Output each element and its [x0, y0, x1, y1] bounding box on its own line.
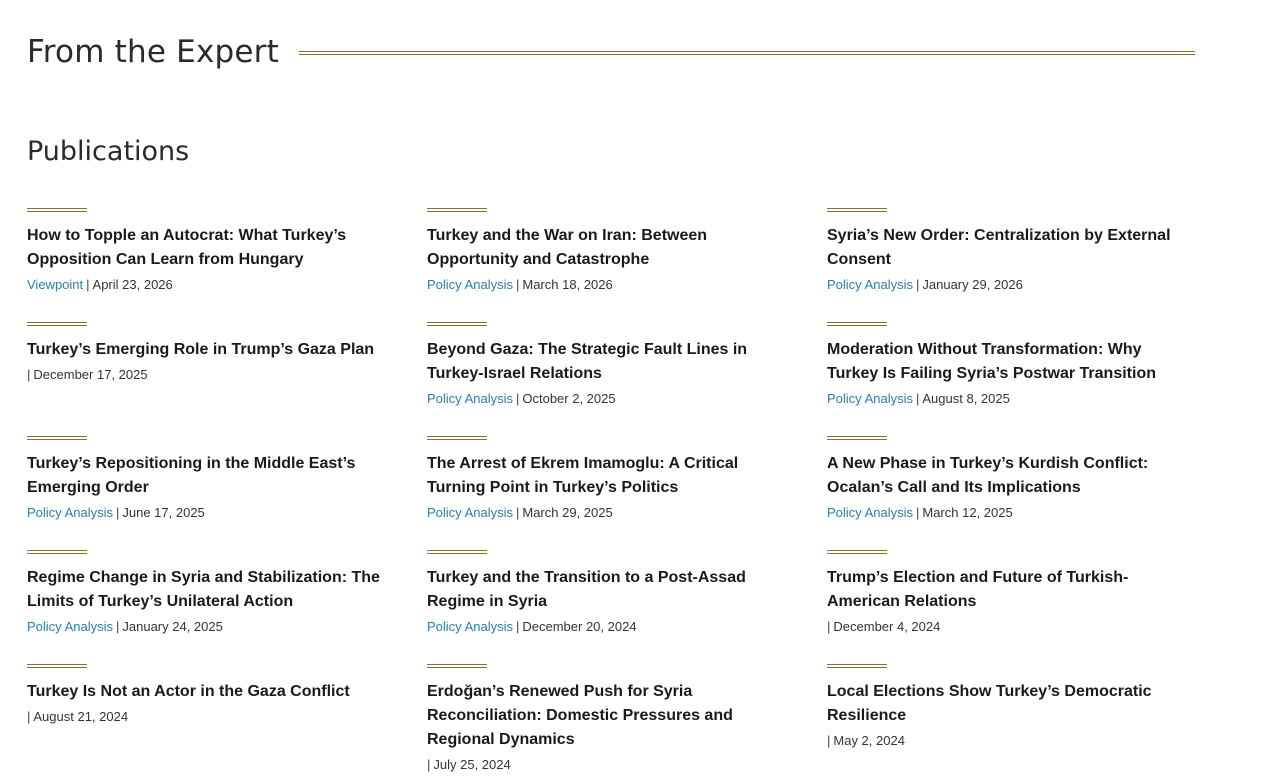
header-divider	[299, 51, 1195, 55]
publication-date: July 25, 2024	[433, 757, 511, 772]
publication-date: January 29, 2026	[922, 277, 1023, 292]
card-divider	[427, 436, 487, 440]
publication-date: May 2, 2024	[833, 733, 905, 748]
meta-separator: |	[915, 391, 920, 406]
meta-separator: |	[515, 505, 520, 520]
publication-title-link[interactable]: Beyond Gaza: The Strategic Fault Lines in Turkey-Israel Relations	[427, 341, 748, 382]
publication-meta	[427, 756, 827, 774]
publication-card	[427, 550, 827, 664]
publication-meta	[827, 618, 1207, 636]
card-divider	[27, 436, 87, 440]
publication-meta	[27, 504, 427, 522]
meta-separator: |	[515, 619, 520, 634]
card-divider	[827, 208, 887, 212]
publication-date: January 24, 2025	[122, 619, 223, 634]
publication-title-link[interactable]: Moderation Without Transformation: Why Turkey Is Failing Syria’s Postwar Transition	[827, 341, 1156, 382]
publication-type-link[interactable]: Policy Analysis	[827, 391, 913, 406]
publication-title-link[interactable]: Local Elections Show Turkey’s Democratic Resilience	[827, 683, 1152, 724]
card-divider	[27, 550, 87, 554]
meta-separator: |	[827, 619, 831, 634]
publication-date: August 21, 2024	[33, 709, 129, 724]
publication-date: March 29, 2025	[522, 505, 613, 520]
publication-type-link[interactable]: Policy Analysis	[827, 277, 913, 292]
meta-separator: |	[27, 709, 31, 724]
publication-type-link[interactable]: Policy Analysis	[27, 505, 113, 520]
publication-card	[27, 208, 427, 322]
publication-type-link[interactable]: Viewpoint	[27, 277, 84, 292]
publication-date: March 12, 2025	[922, 505, 1013, 520]
publication-meta	[427, 390, 827, 408]
card-divider	[827, 436, 887, 440]
card-divider	[427, 208, 487, 212]
publication-type-link[interactable]: Policy Analysis	[427, 619, 513, 634]
card-divider	[27, 322, 87, 326]
publication-meta	[27, 276, 427, 294]
publication-title-link[interactable]: Turkey and the War on Iran: Between Opportunity and Catastrophe	[427, 227, 708, 268]
publication-title-link[interactable]: Erdoğan’s Renewed Push for Syria Reconciliation: Domestic Pressures and Regional Dynamics	[427, 683, 733, 748]
card-divider	[27, 208, 87, 212]
publication-meta	[427, 504, 827, 522]
publication-meta	[27, 366, 427, 384]
publication-card	[27, 664, 427, 778]
publication-card	[827, 436, 1207, 550]
card-divider	[827, 664, 887, 668]
publication-title-link[interactable]: Turkey and the Transition to a Post-Assad Regime in Syria	[427, 569, 746, 610]
meta-separator: |	[515, 391, 520, 406]
publication-card	[827, 208, 1207, 322]
meta-separator: |	[427, 757, 431, 772]
publication-meta	[827, 504, 1207, 522]
publication-title-link[interactable]: Syria’s New Order: Centralization by External Consent	[827, 227, 1171, 268]
publication-date: April 23, 2026	[92, 277, 173, 292]
publication-date: June 17, 2025	[122, 505, 205, 520]
publication-card	[427, 436, 827, 550]
publication-date: October 2, 2025	[522, 391, 616, 406]
publication-meta	[27, 708, 427, 726]
publication-title-link[interactable]: Turkey’s Repositioning in the Middle East’s Emerging Order	[27, 455, 356, 496]
publication-title-link[interactable]: Turkey Is Not an Actor in the Gaza Conflict	[27, 683, 350, 700]
card-divider	[427, 550, 487, 554]
publication-title-link[interactable]: The Arrest of Ekrem Imamoglu: A Critical Turning Point in Turkey’s Politics	[427, 455, 739, 496]
publication-meta	[827, 390, 1207, 408]
publication-card	[427, 208, 827, 322]
meta-separator: |	[827, 733, 831, 748]
publications-grid	[27, 208, 1207, 778]
publication-card	[827, 550, 1207, 664]
publication-meta	[427, 618, 827, 636]
card-divider	[827, 322, 887, 326]
publication-type-link[interactable]: Policy Analysis	[27, 619, 113, 634]
publication-meta	[827, 732, 1207, 750]
publication-title-link[interactable]: A New Phase in Turkey’s Kurdish Conflict: Ocalan’s Call and Its Implications	[827, 455, 1149, 496]
card-divider	[27, 664, 87, 668]
publication-card	[427, 322, 827, 436]
publication-type-link[interactable]: Policy Analysis	[427, 505, 513, 520]
meta-separator: |	[115, 619, 120, 634]
meta-separator: |	[115, 505, 120, 520]
publication-date: December 4, 2024	[833, 619, 941, 634]
publication-type-link[interactable]: Policy Analysis	[427, 391, 513, 406]
meta-separator: |	[915, 277, 920, 292]
publication-meta	[27, 618, 427, 636]
publication-card	[827, 322, 1207, 436]
publication-date: August 8, 2025	[922, 391, 1010, 406]
publication-card	[27, 436, 427, 550]
publication-card	[427, 664, 827, 778]
card-divider	[427, 664, 487, 668]
publication-title-link[interactable]: Turkey’s Emerging Role in Trump’s Gaza Plan	[27, 341, 375, 358]
meta-separator: |	[27, 367, 31, 382]
publication-card	[827, 664, 1207, 778]
publication-type-link[interactable]: Policy Analysis	[827, 505, 913, 520]
publication-title-link[interactable]: Trump’s Election and Future of Turkish-American Relations	[827, 569, 1129, 610]
publication-date: March 18, 2026	[522, 277, 613, 292]
meta-separator: |	[86, 277, 90, 292]
publication-type-link[interactable]: Policy Analysis	[427, 277, 513, 292]
publication-date: December 20, 2024	[522, 619, 637, 634]
publication-card	[27, 550, 427, 664]
publication-meta	[427, 276, 827, 294]
card-divider	[827, 550, 887, 554]
section-title: From the Expert	[27, 34, 279, 70]
publications-heading: Publications	[27, 136, 190, 167]
publication-title-link[interactable]: Regime Change in Syria and Stabilization: The Limits of Turkey’s Unilateral Action	[27, 569, 380, 610]
meta-separator: |	[915, 505, 920, 520]
publication-card	[27, 322, 427, 436]
publication-date: December 17, 2025	[33, 367, 148, 382]
publication-meta	[827, 276, 1207, 294]
meta-separator: |	[515, 277, 520, 292]
section-header	[27, 28, 1195, 76]
publication-title-link[interactable]: How to Topple an Autocrat: What Turkey’s Opposition Can Learn from Hungary	[27, 227, 347, 268]
card-divider	[427, 322, 487, 326]
